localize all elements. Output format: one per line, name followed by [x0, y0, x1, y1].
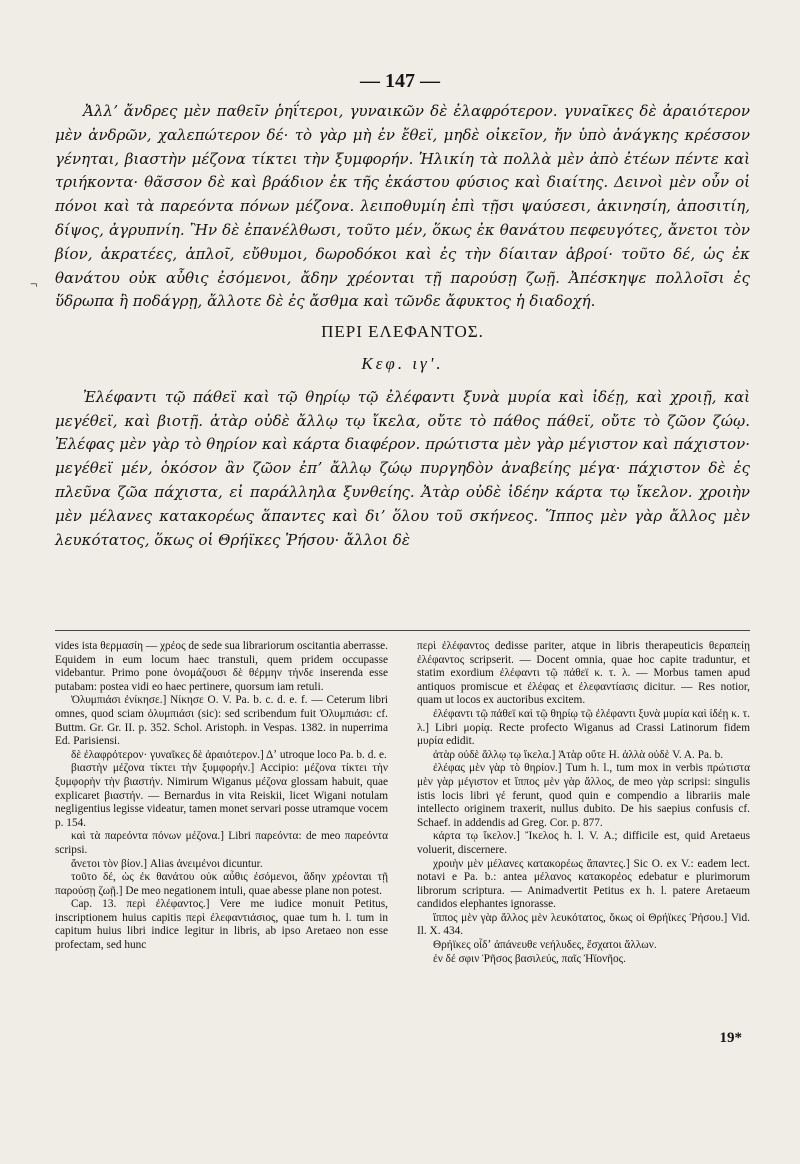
main-text — [55, 100, 750, 552]
footnote: Θρήϊκες οἶδʼ ἀπάνευθε νεήλυδες, ἔσχατοι ἄλλων. — [433, 939, 657, 952]
footnote: περὶ ἐλέφαντος dedisse pariter, atque in libris therapeuticis θεραπείῃ ἐλέφαντος scripserit. — Docent omnia, quae hoc capite traduntur, et statim exordium ἐλέφαντι τῷ πάθεϊ κ. τ. λ. — Morbus tamen apud antiquos promiscue et ἐλέφας et ἐλεφαντίασις dicitur. — Res notior, quam ut locos ex auctoribus excitem. — [417, 640, 750, 707]
main-paragraph-2: Ἐλέφαντι τῷ πάθεϊ καὶ τῷ θηρίῳ τῷ ἐλέφαντι ξυνὰ μυρία καὶ ἰδέῃ, καὶ χροιῇ, καὶ μεγέθεϊ, καὶ βιοτῇ. ἀτὰρ οὐδὲ ἄλλῳ τῳ ἴκελα, οὔτε τὸ πάθος πάθεϊ, οὔτε τὸ ζῶον ζώῳ. Ἐλέφας μὲν γὰρ τὸ θηρίον καὶ κάρτα διαφέρον. πρώτιστα μὲν γὰρ μέγιστον καὶ πάχιστον· μεγέθεϊ μέν, ὁκόσον ἂν ζῶον ἐπʼ ἄλλῳ ζώῳ πυργηδὸν ἀναβείης μέγα· πάχιστον δὲ ἐς πλεῦνα ζῶα πάχιστα, εἰ παράλληλα ξυνθείης. Ἀτὰρ οὐδὲ ἰδέην κάρτα τῳ ἴκελον. χροιὴν μὲν μέλανες κατακορέως ἅπαντες καὶ διʼ ὅλου τοῦ σκήνεος. Ἵππος μὲν γὰρ ἄλλος μὲν λευκότατος, ὅκως οἱ Θρήϊκες Ῥήσου· ἄλλοι δὲ — [55, 387, 750, 549]
footnote: καὶ τὰ παρεόντα πόνων μέζονα.] Libri παρεόντα: de meo παρεόντα scripsi. — [55, 830, 388, 856]
main-paragraph-1: Ἀλλʼ ἄνδρες μὲν παθεῖν ῥηΐτεροι, γυναικῶν δὲ ἐλαφρότερον. γυναῖκες δὲ ἀραιότερον μὲν ἀνδρῶν, χαλεπώτερον δέ· τὸ γὰρ μὴ ἐν ἔθεϊ, μηδὲ οἰκεῖον, ἤν ὑπὸ ἀνάγκης κρέσσον γένηται, βιαστὴν μέζονα τίκτει τὴν ξυμφορήν. Ἡλικίη τὰ πολλὰ μὲν ἀπὸ ἐτέων πέντε καὶ τριήκοντα· θᾶσσον δὲ καὶ βράδιον ἐκ τῆς ἑκάστου φύσιος καὶ διαίτης. Δεινοὶ μὲν οὖν οἱ πόνοι καὶ τὰ παρεόντα πόνων μέζονα. λειποθυμίη ἐπὶ τῇσι ψαύσεσι, ἀκινησίη, ἀποσιτίη, δίψος, ἀγρυπνίη. Ἢν δὲ ἐπανέλθωσι, τοῦτο μέν, ὅκως ἐκ θανάτου πεφευγότες, ἄνετοι τὸν βίον, ἀκρατέες, ἁπλοῖ, εὔθυμοι, δωροδόκοι καὶ ἐς τὴν δίαιταν ἁβροί· τοῦτο δέ, ὡς ἐκ θανάτου οὐκ αὖθις ἐσόμενοι, ἄδην χρέονται τῇ παρούσῃ ζωῇ. Ἀπέσκηψε πολλοῖσι ἐς ὕδρωπα ἢ ποδάγρῃ, ἄλλοτε δὲ ἐς ἄσθμα καὶ τῶνδε ἄφυκτος ἡ διαδοχή. — [55, 102, 750, 311]
footnote-rule — [55, 630, 750, 631]
footnote: κάρτα τῳ ἴκελον.] Ἴκελος h. l. V. A.; difficile est, quid Aretaeus voluerit, discernere. — [417, 830, 750, 856]
footnote: ἀτὰρ οὐδὲ ἄλλῳ τῳ ἴκελα.] Ἀτὰρ οὔτε H. ἀλλὰ οὐδὲ V. A. Pa. b. — [433, 748, 724, 761]
footnote: δὲ ἐλαφρότερον· γυναῖκες δὲ ἀραιότερον.] Δʼ utroque loco Pa. b. d. e. — [71, 748, 387, 761]
chapter-label: Κεφ. ιγʹ. — [361, 353, 444, 373]
footnote: ἐν δέ σφιν Ῥῆσος βασιλεύς, παῖς Ἠϊονῆος. — [433, 952, 626, 965]
footnotes — [55, 640, 750, 966]
footnote: ἵππος μὲν γὰρ ἄλλος μὲν λευκότατος, ὅκως οἱ Θρήϊκες Ῥήσου.] Vid. Il. X. 434. — [417, 911, 750, 938]
footnote: Ὀλυμπιάσι ἐνίκησε.] Νίκησε O. V. Pa. b. c. d. e. f. — Ceterum libri omnes, quod sciam ὀλυμπιάσι (sic): sed scribendum fuit Ὀλυμπιάσι: cf. Buttm. Gr. Gr. II. p. 352. Schol. Aristoph. in Vespas. 1382. in nuperrima Ed. Parisiensi. — [55, 694, 388, 748]
footnote: χροιὴν μὲν μέλανες κατακορέως ἅπαντες.] Sic O. ex V.: eadem lect. notavi e Pa. b.: antea μέλανος κατακορέος edebatur e plurimorum librorum scriptura. — Animadvertit Petitus ex h. l. patere Aretaeum candidos elephantes ignorasse. — [417, 857, 750, 911]
footnote: βιαστὴν μέζονα τίκτει τὴν ξυμφορήν.] Accipio: μέζονα τίκτει τὴν ξυμφορὴν τὴν βιαστήν. Nimirum Wiganus μέζονα glossam habuit, quae explicaret βιαστήν. — Bernardus in vita Reiskii, licet Wigani notulam negligentius legisse videatur, tamen monet servari posse utramque vocem p. 154. — [55, 762, 388, 829]
footnotes-left-column — [55, 640, 388, 966]
signature-mark: 19* — [719, 1030, 742, 1046]
margin-mark: ¬ — [30, 276, 38, 291]
footnote: τοῦτο δέ, ὡς ἐκ θανάτου οὐκ αὖθις ἐσόμενοι, ἄδην χρέονται τῇ παρούσῃ ζωῇ.] De meo negationem intuli, quae abesse plane non potest. — [55, 871, 388, 897]
footnote: ἐλέφας μὲν γὰρ τὸ θηρίον.] Tum h. l., tum mox in verbis πρώτιστα μὲν γὰρ μέγιστον et ἵππος μὲν γὰρ ἄλλος, de meo γὰρ scripsi: singulis istis locis libri γέ ferunt, quod quin e compendio a librariis male intellecto originem traxerit, nullus dubito. De his saepius confusis cf. Schaef. in addendis ad Greg. Cor. p. 877. — [417, 762, 750, 829]
footnote: ἄνετοι τὸν βίον.] Alias ἀνειμένοι dicuntur. — [71, 857, 263, 870]
page-number: — 147 — — [360, 70, 440, 92]
footnote: vides ista θερμασίη — χρέος de sede sua librariorum oscitantia aberrasse. Equidem in eum locum haec transtuli, quem pridem occupasse videbantur. Primo pone ὀνομάζουσι δὲ θέρμην τήνδε inserenda esse putabam: postea vidi eo haec pertinere, quorsum iam retuli. — [55, 640, 388, 693]
section-heading: ΠΕΡΙ ΕΛΕΦΑΝΤΟΣ. — [321, 322, 484, 342]
footnotes-right-column — [417, 640, 750, 966]
footnote: ἐλέφαντι τῷ πάθεϊ καὶ τῷ θηρίῳ τῷ ἐλέφαντι ξυνὰ μυρία καὶ ἰδέῃ κ. τ. λ.] Libri μορίᾳ. Recte profecto Wiganus ad Crassi Latinorum fidem μυρία edidit. — [417, 707, 750, 748]
footnote: Cap. 13. περὶ ἐλέφαντος.] Vere me iudice monuit Petitus, inscriptionem huius capitis περὶ ἐλεφαντιάσιος, quae tum h. l. tum in capitum huius libri indice legitur in libris, ab ipso Aretaeo non esse profectam, sed hunc — [55, 898, 388, 952]
